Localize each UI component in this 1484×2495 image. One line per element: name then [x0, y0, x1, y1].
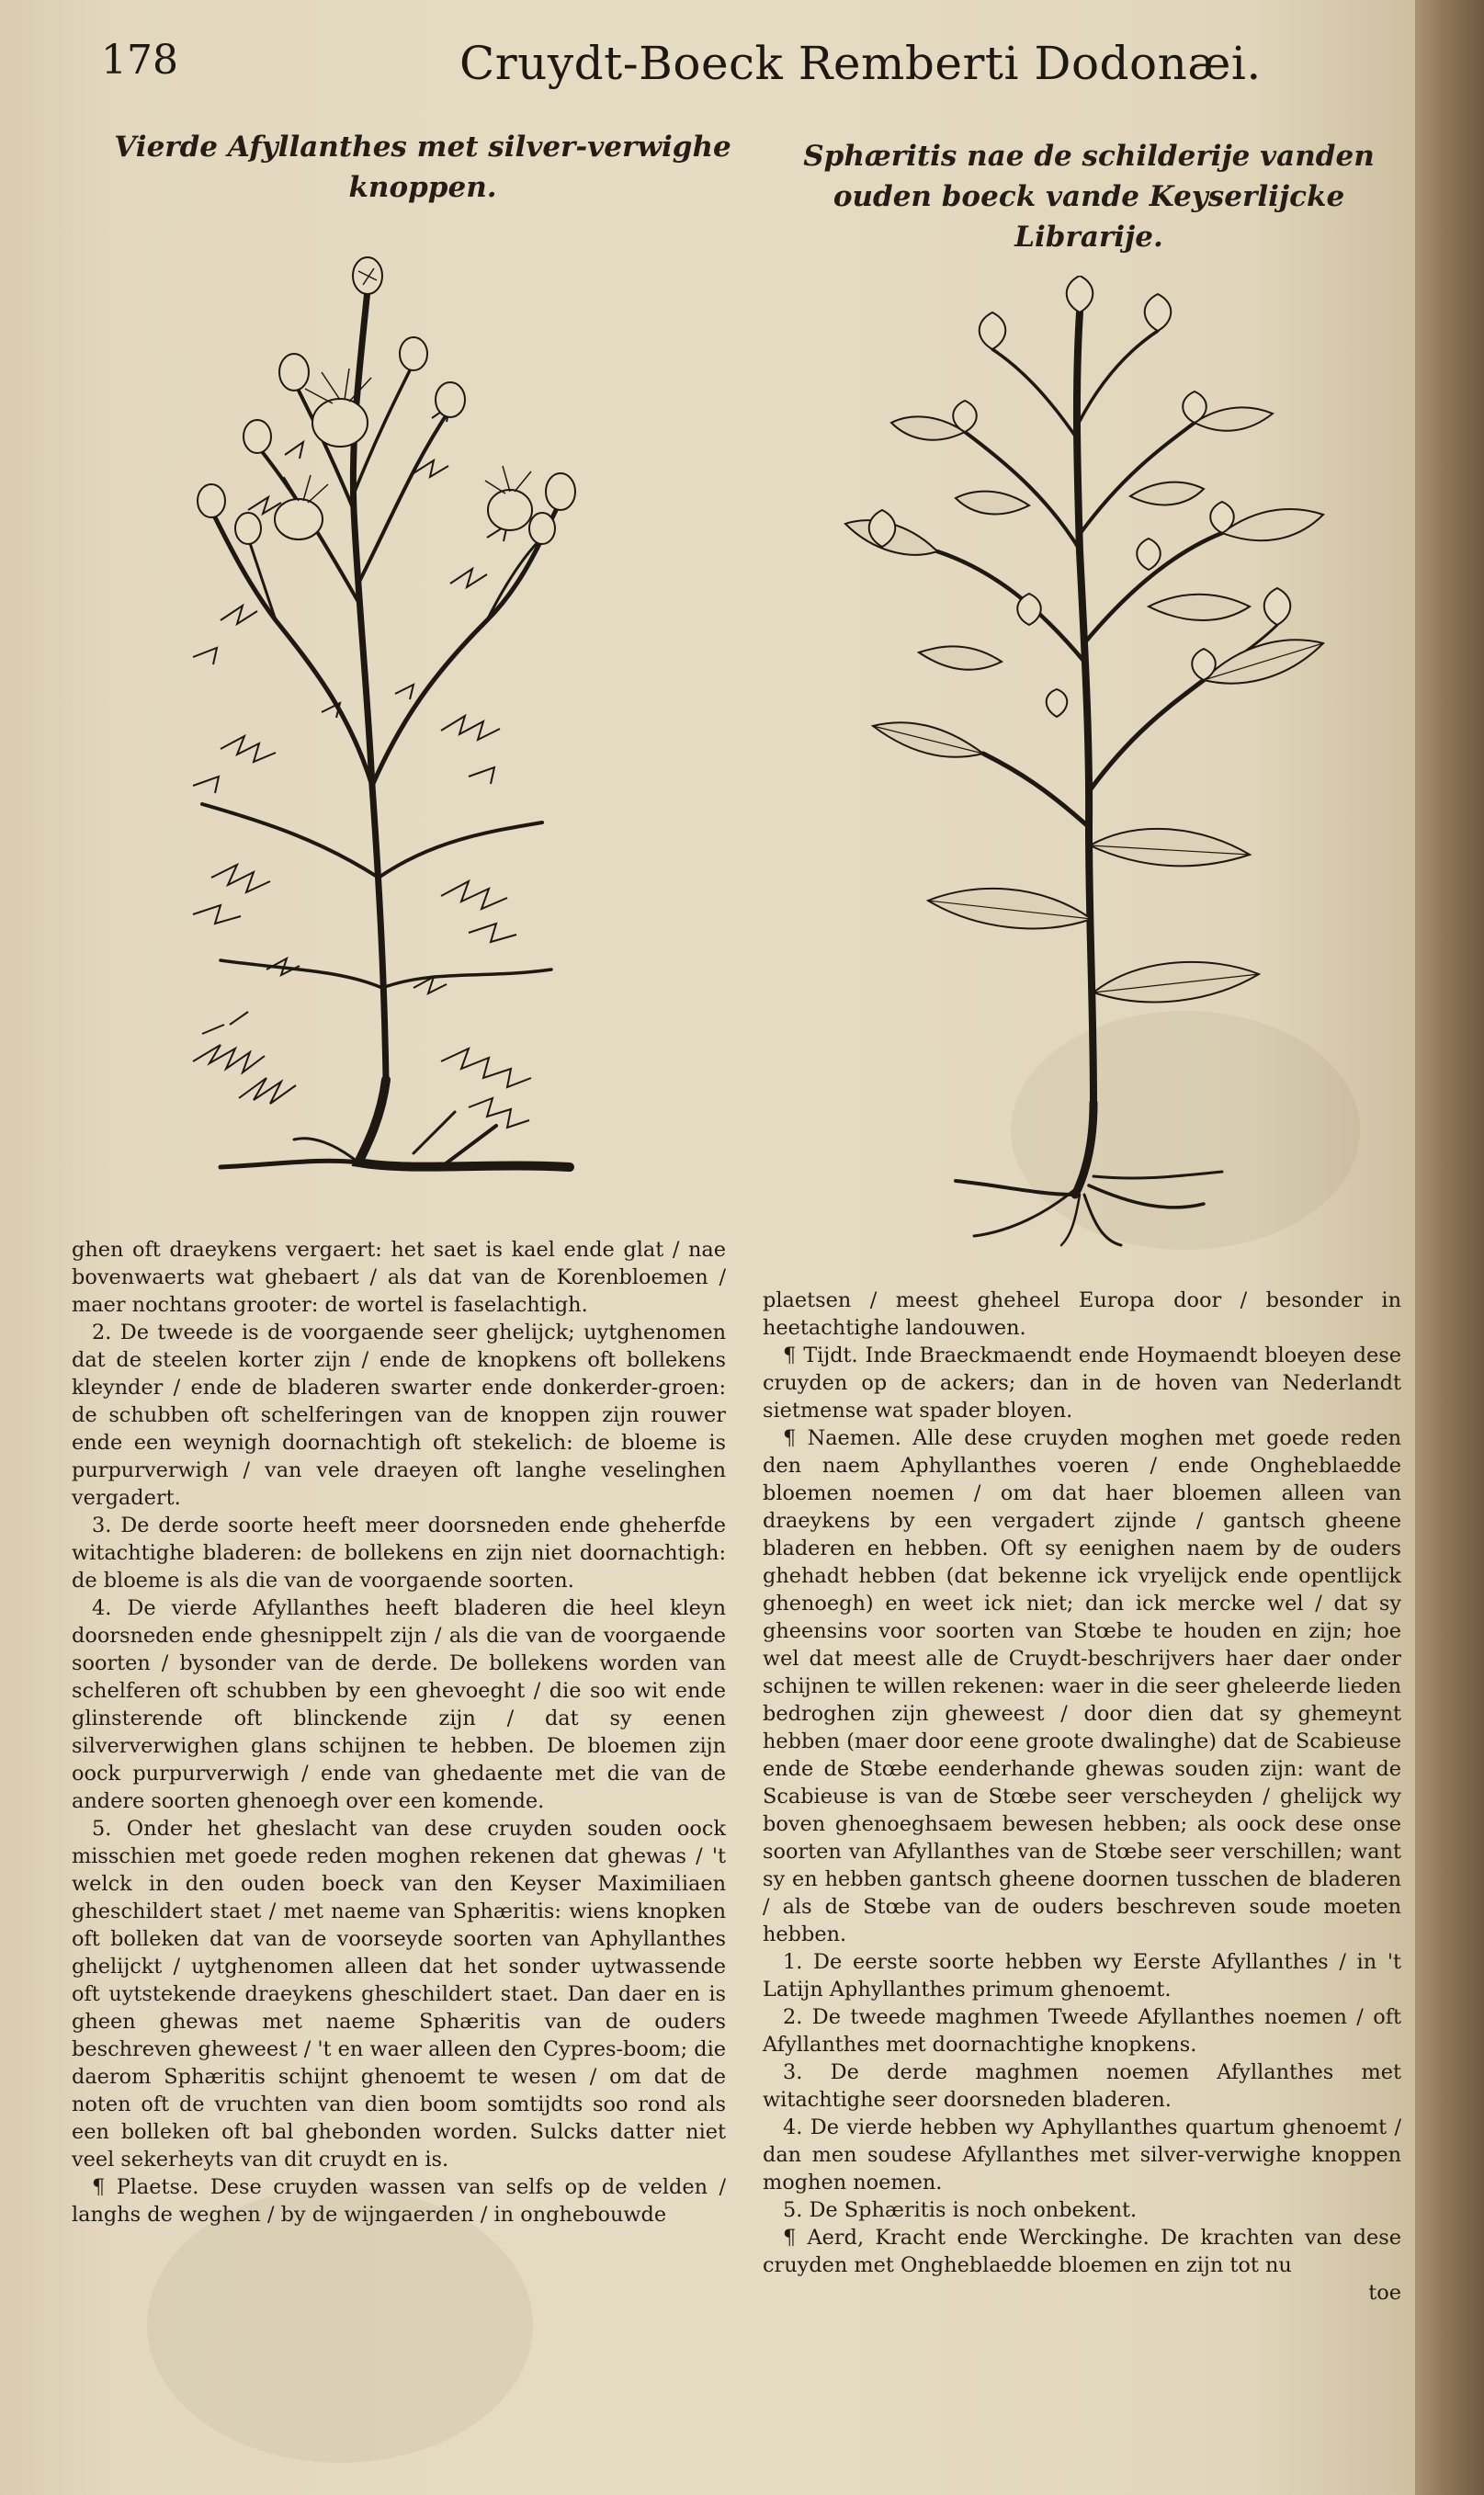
catchword: toe [1368, 2281, 1401, 2305]
right-paragraph: 2. De tweede maghmen Tweede Afyllanthes noemen / oft Afyllanthes met doornachtighe knopkens. [763, 2005, 1401, 2057]
running-title: Cruydt-Boeck Remberti Dodonæi. [459, 37, 1262, 90]
left-paragraph: 2. De tweede is de voorgaende seer ghelijck; uytghenomen dat de steelen korter zijn / ende de knopkens oft bollekens kleynder / ende de bladeren swarter ende donkerder-groen: de schubben oft schelferingen van de knoppen zijn rouwer ende een weynigh doornachtigh oft stekelich: de bloeme is purpurverwigh / van vele draeyen oft langhe veselinghen vergadert. [72, 1321, 726, 1510]
left-paragraph: 3. De derde soorte heeft meer doorsneden ende gheherfde witachtighe bladeren: de bollekens en zijn niet doornachtigh: de bloeme is als die van de voorgaende soorten. [72, 1514, 726, 1593]
left-paragraph: 4. De vierde Afyllanthes heeft bladeren die heel kleyn doorsneden ende ghesnippelt zijn / als die van de voorgaende soorten / bysonder van de derde. De bollekens worden van schelferen oft schubben by een ghevoeght / die soo wit ende glinsterende oft blinckende zijn / dat sy eenen silververwighen glans schijnen te hebben. De bloemen zijn oock purpurverwigh / ende van ghedaente met die van de andere soorten ghenoegh over een komende. [72, 1596, 726, 1813]
right-paragraph: plaetsen / meest gheheel Europa door / besonder in heetachtighe landouwen. [763, 1288, 1401, 1340]
right-paragraph: 5. De Sphæritis is noch onbekent. [783, 2198, 1138, 2222]
right-figure-caption: Sphæritis nae de schilderije vanden ouden boeck vande Keyserlijcke Librarije. [803, 140, 1375, 254]
right-plant-woodcut [818, 276, 1369, 1250]
paper-stain [147, 2187, 533, 2463]
right-paragraph: ¶ Tijdt. Inde Braeckmaendt ende Hoymaendt bloeyen dese cruyden op de ackers; dan in de hoven van Nederlandt sietmense wat spader bloyen. [763, 1344, 1401, 1423]
page-number: 178 [101, 37, 178, 84]
left-text-column [72, 1236, 726, 2228]
left-figure-caption: Vierde Afyllanthes met silver-verwighe knoppen. [114, 130, 731, 204]
right-paragraph: ¶ Naemen. Alle dese cruyden moghen met goede reden den naem Aphyllanthes voeren / ende Ongheblaedde bloemen noemen / om dat haer bloemen alleen van draeykens by een vergadert zijnde / gantsch gheene bladeren en hebben. Oft sy eenighen naem by de ouders ghehadt hebben (dat bekenne ick vryelijck ende opentlijck ghenoegh) en weet ick niet; dan ick mercke wel / dat sy gheensins voor soorten van Stœbe te houden en zijn; hoe wel dat meest alle de Cruydt-beschrijvers haer daer onder schijnen te willen rekenen: waer in die seer gheleerde lieden bedroghen zijn gheweest / door dien dat sy ghemeynt hebben (maer door eene groote dwalinghe) dat de Scabieuse ende de Stœbe eenderhande ghewas souden zijn: want de Scabieuse is van de Stœbe seer verscheyden / ghelijck wy boven ghenoeghsaem bewesen hebben; als oock dese onse soorten van Afyllanthes van de Stœbe seer verschillen; want sy en hebben gantsch gheene doornen tusschen de bladeren / als de Stœbe van de ouders beschreven soude moeten hebben. [763, 1426, 1401, 1946]
right-paragraph: 3. De derde maghmen noemen Afyllanthes met witachtighe seer doorsneden bladeren. [763, 2060, 1401, 2112]
right-paragraph: 4. De vierde hebben wy Aphyllanthes quartum ghenoemt / dan men soudese Afyllanthes met silver-verwighe knoppen moghen noemen. [763, 2115, 1401, 2194]
right-paragraph: 1. De eerste soorte hebben wy Eerste Afyllanthes / in 't Latijn Aphyllanthes primum ghenoemt. [763, 1950, 1401, 2002]
right-text-column [763, 1287, 1401, 2307]
right-paragraph: ¶ Aerd, Kracht ende Werckinghe. De krachten van dese cruyden met Ongheblaedde bloemen en zijn tot nu [763, 2226, 1401, 2277]
left-paragraph: ghen oft draeykens vergaert: het saet is kael ende glat / nae bovenwaerts wat ghebaert / als dat van de Korenbloemen / maer nochtans grooter: de wortel is faselachtigh. [72, 1238, 726, 1317]
left-plant-woodcut [138, 234, 689, 1208]
left-paragraph: 5. Onder het gheslacht van dese cruyden souden oock misschien met goede reden moghen rekenen dat ghewas / 't welck in den ouden boeck van den Keyser Maximiliaen gheschildert staet / met naeme van Sphæritis: wiens knopken oft bolleken dat van de voorseyde soorten van Aphyllanthes ghelijckt / uytghenomen alleen dat het sonder uytwassende oft uytstekende draeykens gheschildert staet. Dan daer en is gheen ghewas met naeme Sphæritis van de ouders beschreven gheweest / 't en waer alleen den Cypres-boom; die daerom Sphæritis schijnt ghenoemt te wesen / om dat de noten oft de vruchten van dien boom somtijdts soo rond als een bolleken oft bal ghebonden worden. Sulcks datter niet veel sekerheyts van dit cruydt en is. [72, 1817, 726, 2172]
page-edge [1415, 0, 1484, 2495]
left-paragraph: ¶ Plaetse. Dese cruyden wassen van selfs op de velden / langhs de weghen / by de wijngaerden / in onghebouwde [72, 2175, 726, 2227]
